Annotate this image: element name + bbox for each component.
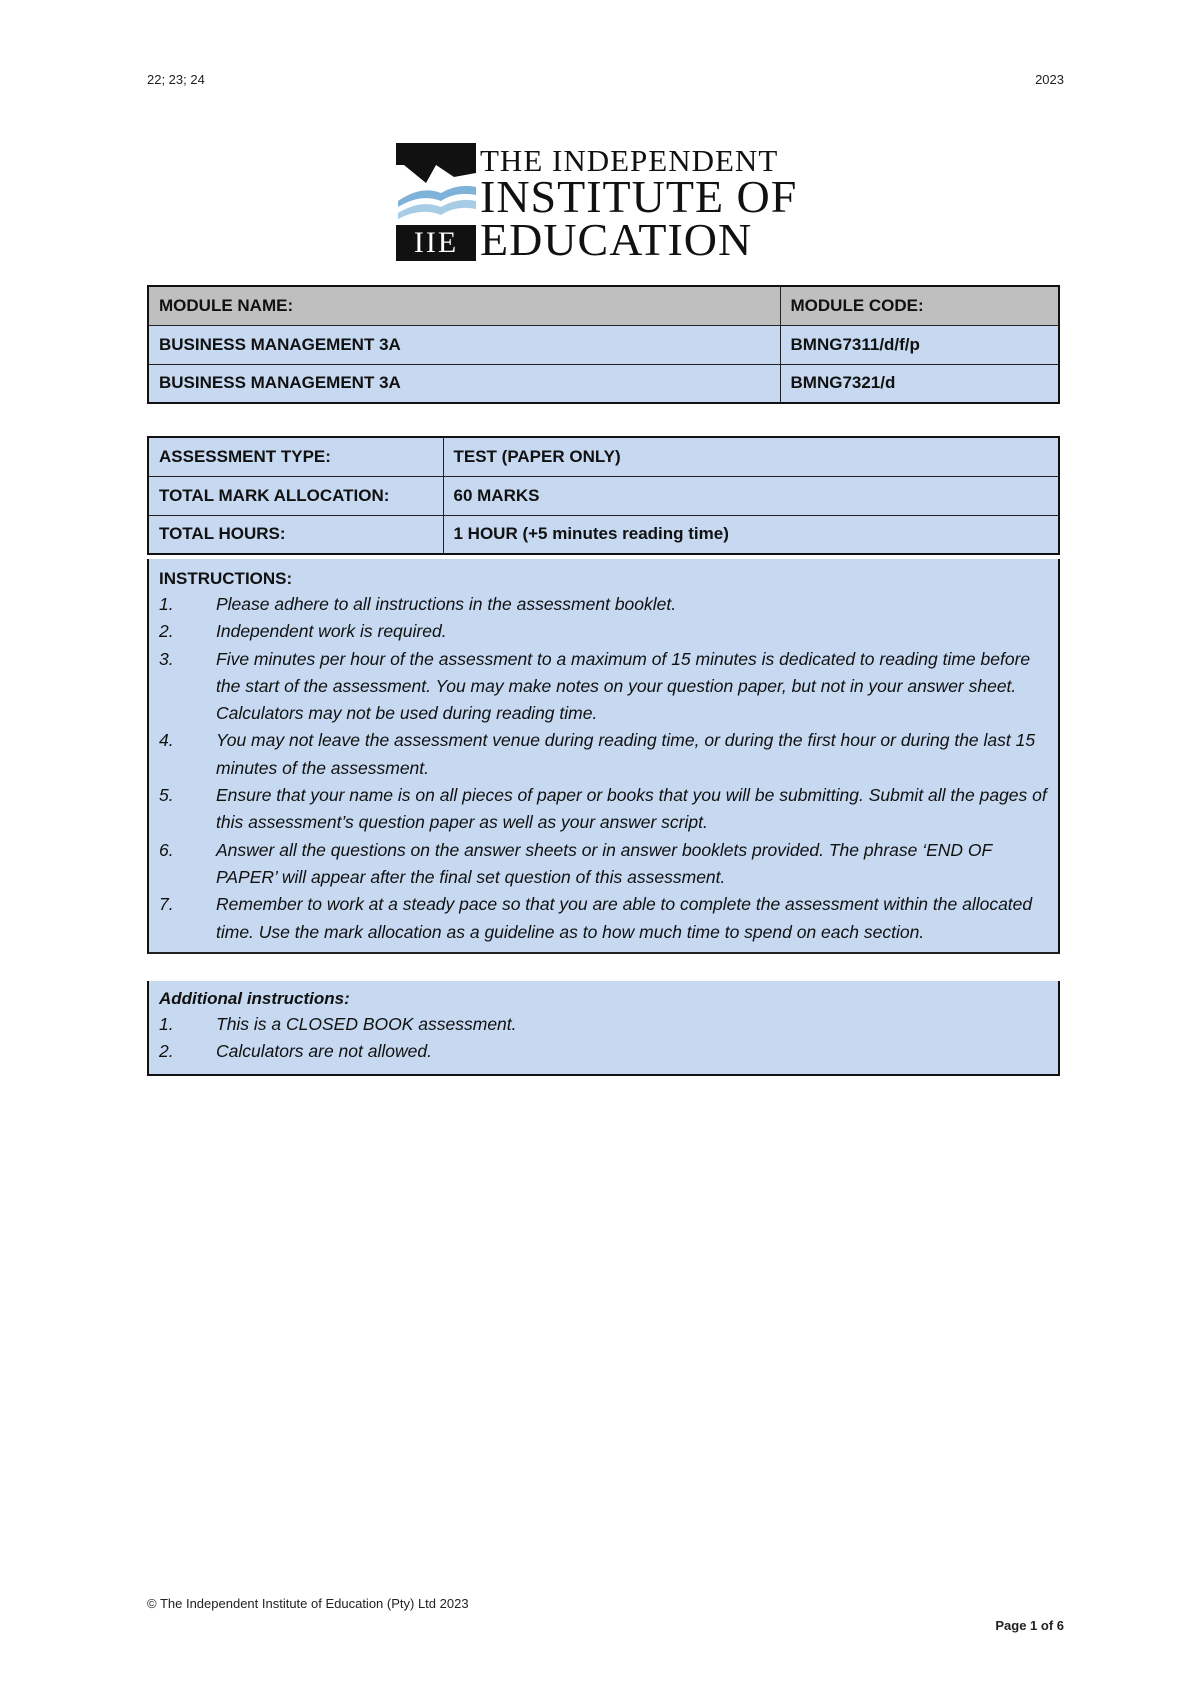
- item-number: 2.: [159, 621, 174, 642]
- module-name-header: MODULE NAME:: [148, 286, 780, 325]
- page-number: Page 1 of 6: [995, 1618, 1064, 1633]
- assessment-type-label: ASSESSMENT TYPE:: [148, 437, 443, 476]
- table-row: [148, 476, 1059, 515]
- iie-logo: [396, 143, 816, 265]
- module-name-cell: BUSINESS MANAGEMENT 3A: [148, 325, 780, 364]
- item-text: Remember to work at a steady pace so that you are able to complete the assessment within the allocated time. Use the mark allocation as a guideline as to how much time to spend on each section.: [216, 894, 1033, 942]
- module-code-cell: BMNG7311/d/f/p: [780, 325, 1059, 364]
- item-text: Answer all the questions on the answer sheets or in answer booklets provided. The phrase ‘END OF PAPER’ will appear after the final set question of this assessment.: [216, 839, 992, 887]
- instructions-title: INSTRUCTIONS:: [159, 569, 293, 588]
- item-number: 2.: [159, 1041, 174, 1062]
- item-text: This is a CLOSED BOOK assessment.: [216, 1014, 517, 1034]
- module-table-header: [148, 286, 1059, 325]
- instructions-box: [147, 559, 1060, 954]
- list-item: [159, 1011, 1048, 1038]
- table-row: [148, 437, 1059, 476]
- item-text: Five minutes per hour of the assessment to a maximum of 15 minutes is dedicated to reading time before the start of the assessment. You may make notes on your question paper, but not in your answer sheet. Calculators may not be used during reading time.: [216, 648, 1031, 724]
- table-row: [148, 515, 1059, 554]
- list-item: [159, 618, 1048, 645]
- list-item: [159, 891, 1048, 946]
- list-item: [159, 646, 1048, 728]
- logo-line-1: THE INDEPENDENT: [480, 143, 779, 178]
- item-text: Ensure that your name is on all pieces of paper or books that you will be submitting. Submit all the pages of this assessment’s question paper as well as your answer script.: [216, 785, 1047, 833]
- item-number: 6.: [159, 839, 174, 860]
- additional-instructions-title: Additional instructions:: [159, 989, 350, 1008]
- item-text: Please adhere to all instructions in the assessment booklet.: [216, 594, 677, 614]
- table-row: [148, 364, 1059, 403]
- item-number: 4.: [159, 730, 174, 751]
- module-code-header: MODULE CODE:: [780, 286, 1059, 325]
- logo-line-2: INSTITUTE OF: [480, 171, 798, 222]
- footer-copyright: © The Independent Institute of Education (Pty) Ltd 2023: [147, 1596, 469, 1611]
- item-number: 1.: [159, 1014, 174, 1034]
- item-number: 7.: [159, 894, 174, 915]
- total-hours-label: TOTAL HOURS:: [148, 515, 443, 554]
- item-text: Calculators are not allowed.: [216, 1041, 432, 1062]
- assessment-type-value: TEST (PAPER ONLY): [443, 437, 1059, 476]
- additional-instructions-box: [147, 981, 1060, 1076]
- header-year: 2023: [1035, 72, 1064, 87]
- item-number: 3.: [159, 648, 174, 669]
- table-row: [148, 325, 1059, 364]
- header-left-text: 22; 23; 24: [147, 72, 205, 87]
- list-item: [159, 837, 1048, 892]
- module-code-cell: BMNG7321/d: [780, 364, 1059, 403]
- list-item: [159, 591, 1048, 618]
- logo-line-3: EDUCATION: [480, 214, 753, 265]
- item-text: You may not leave the assessment venue during reading time, or during the first hour or during the last 15 minutes of the assessment.: [216, 730, 1036, 778]
- logo-wordmark: [480, 143, 816, 265]
- list-item: [159, 727, 1048, 782]
- module-name-cell: BUSINESS MANAGEMENT 3A: [148, 364, 780, 403]
- assessment-table: [147, 436, 1060, 555]
- total-hours-value: 1 HOUR (+5 minutes reading time): [443, 515, 1059, 554]
- total-marks-label: TOTAL MARK ALLOCATION:: [148, 476, 443, 515]
- total-marks-value: 60 MARKS: [443, 476, 1059, 515]
- item-number: 1.: [159, 594, 174, 614]
- list-item: [159, 782, 1048, 837]
- module-table: [147, 285, 1060, 404]
- list-item: [159, 1038, 1048, 1065]
- logo-badge: IIE: [396, 225, 476, 261]
- item-number: 5.: [159, 785, 174, 806]
- item-text: Independent work is required.: [216, 621, 447, 642]
